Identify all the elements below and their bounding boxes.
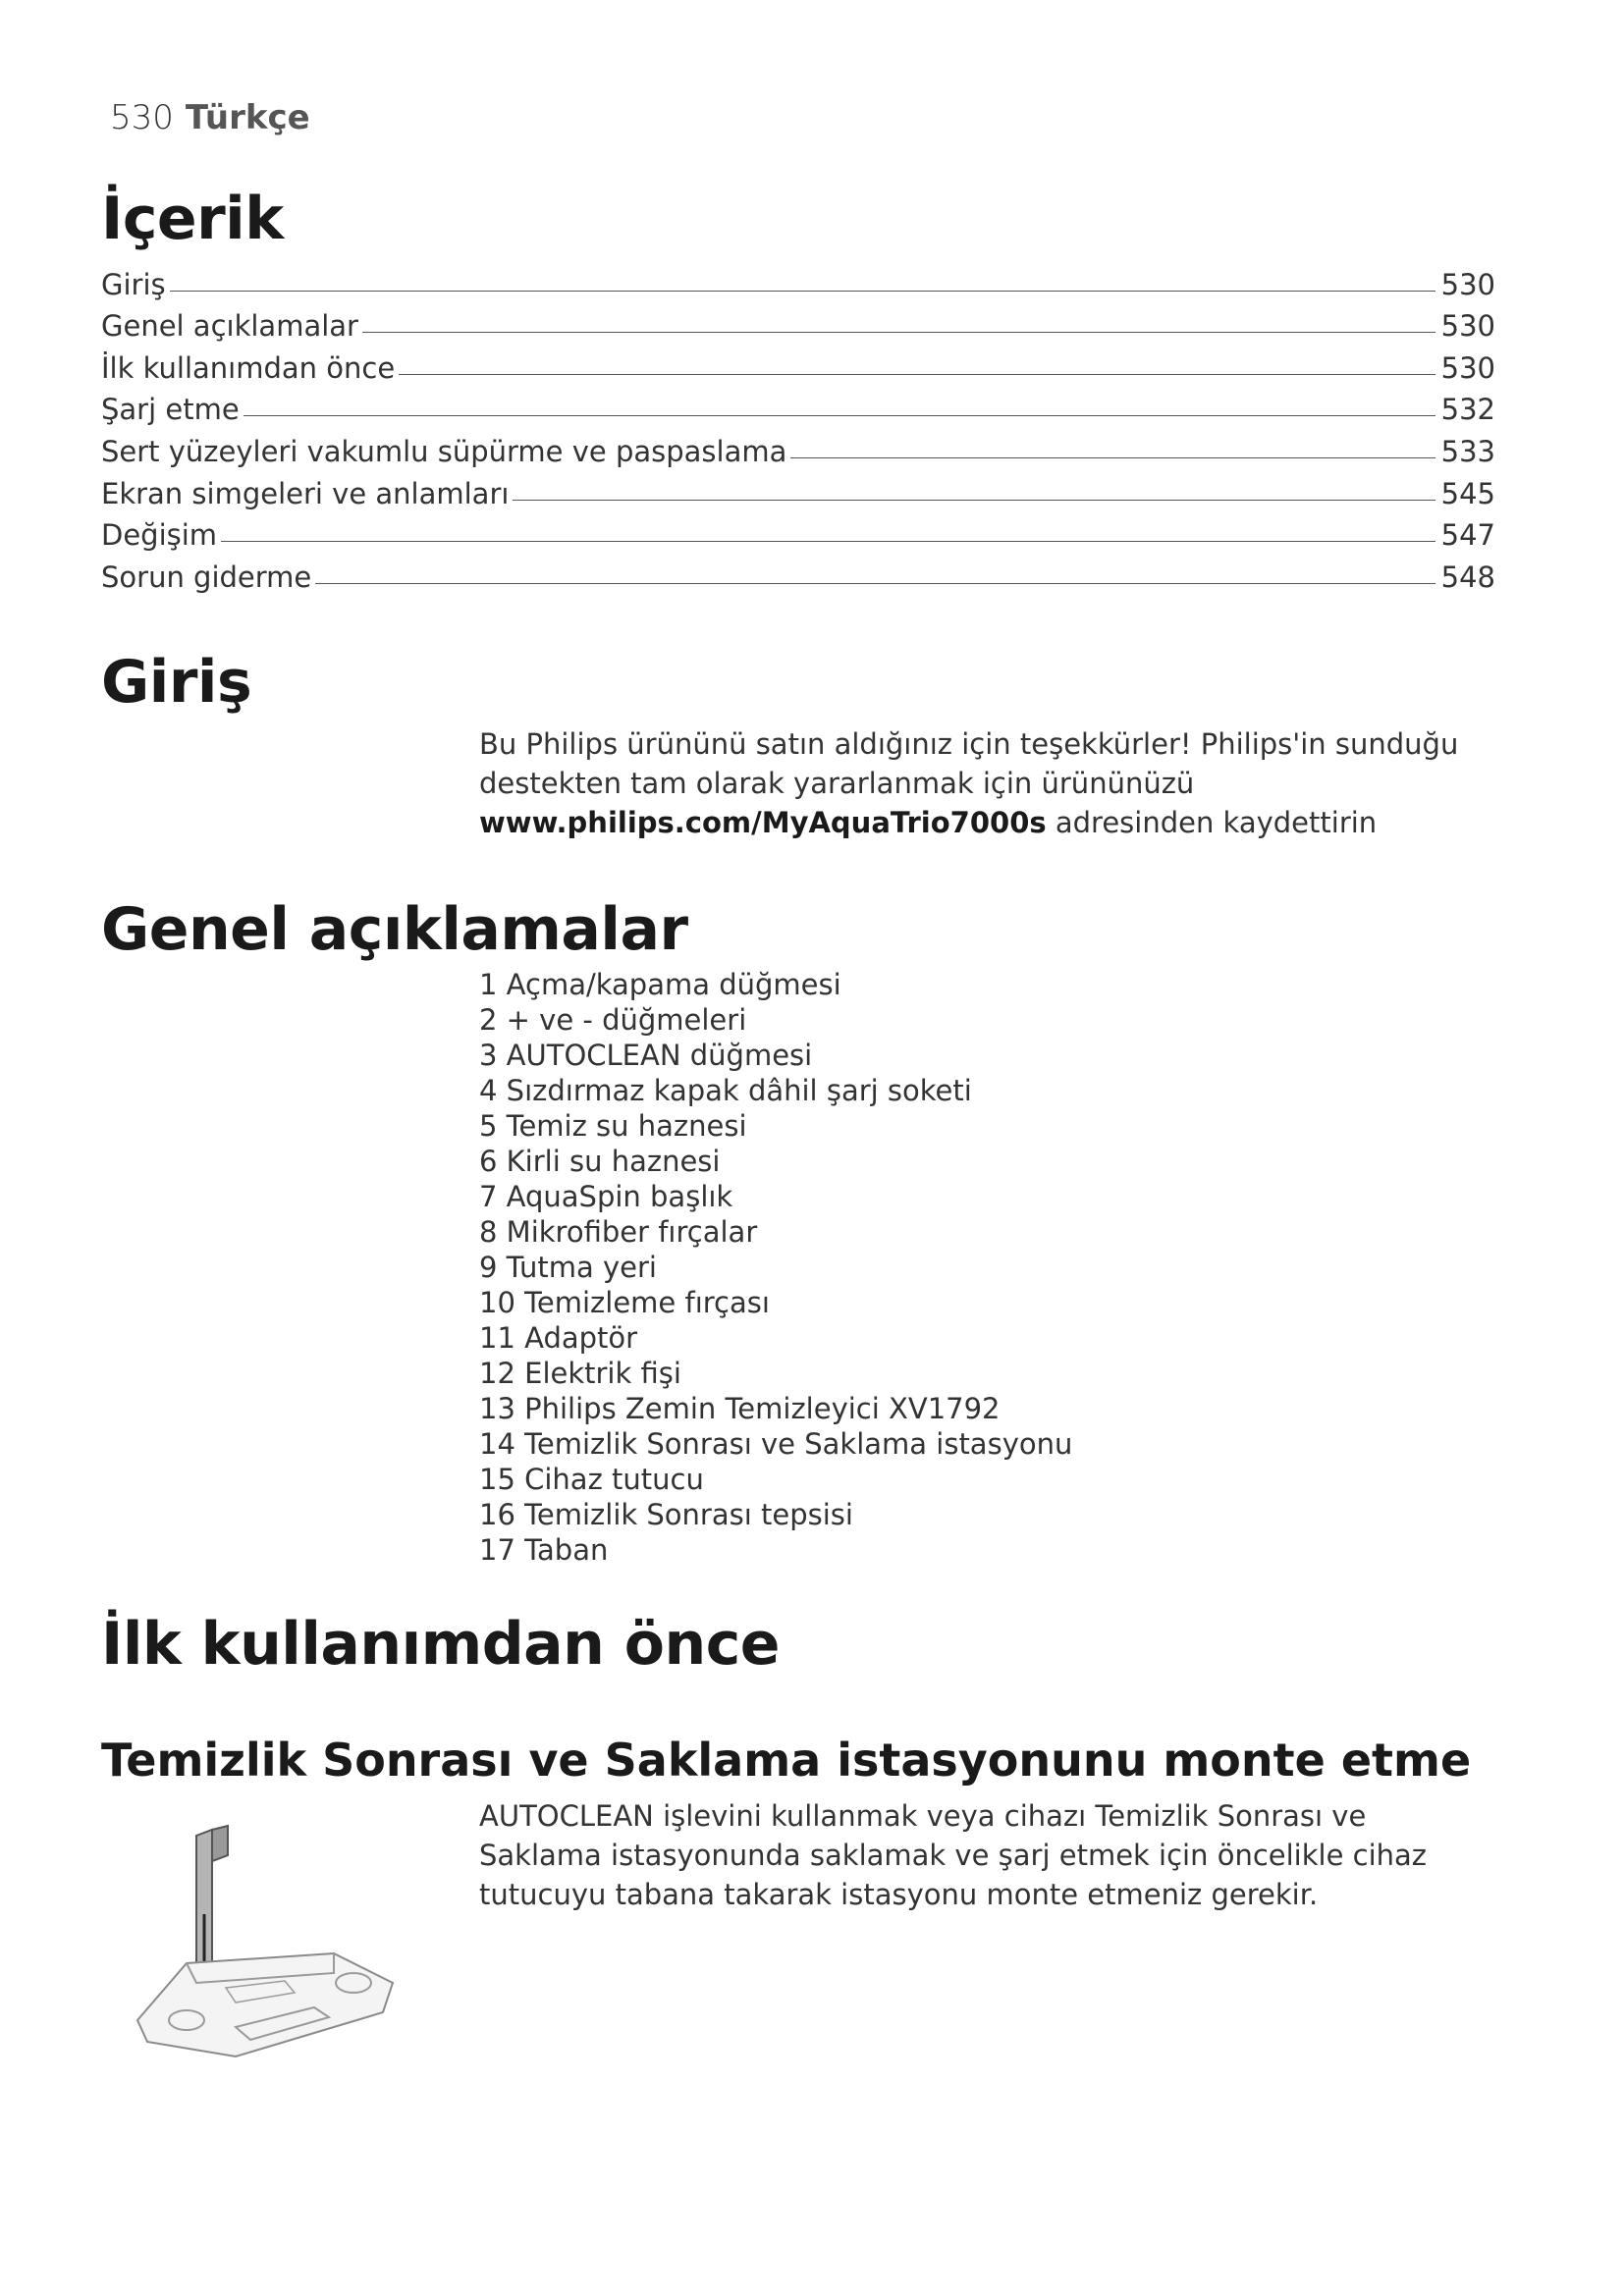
list-item: 3 AUTOCLEAN düğmesi (479, 1039, 813, 1072)
toc-entry[interactable]: Değişim 547 (101, 518, 1495, 553)
language-label: Türkçe (185, 98, 310, 137)
list-item: 14 Temizlik Sonrası ve Saklama istasyonu (479, 1427, 1073, 1461)
list-item: 17 Taban (479, 1533, 609, 1567)
station-assembly-subheading: Temizlik Sonrası ve Saklama istasyonunu monte etme (101, 1734, 1472, 1787)
station-assembly-illustration (118, 1816, 412, 2071)
list-item: 10 Temizleme fırçası (479, 1286, 770, 1319)
registration-link[interactable]: www.philips.com/MyAquaTrio7000s (479, 806, 1047, 839)
list-item: 8 Mikrofiber fırçalar (479, 1215, 758, 1249)
page-number: 530 (110, 98, 174, 137)
list-item: 6 Kirli su haznesi (479, 1145, 721, 1178)
toc-entry[interactable]: Genel açıklamalar 530 (101, 309, 1495, 344)
toc-title: İçerik (101, 185, 284, 253)
list-item: 7 AquaSpin başlık (479, 1180, 733, 1213)
list-item: 2 + ve - düğmeleri (479, 1003, 747, 1037)
list-item: 13 Philips Zemin Temizleyici XV1792 (479, 1392, 1001, 1425)
list-item: 1 Açma/kapama düğmesi (479, 968, 841, 1001)
toc-entry[interactable]: Ekran simgeleri ve anlamları 545 (101, 476, 1495, 510)
device-holder-top (212, 1826, 228, 1861)
toc-entry[interactable]: Giriş 530 (101, 267, 1495, 301)
intro-paragraph: Bu Philips ürününü satın aldığınız için teşekkürler! Philips'in sunduğu destekten tam olarak yararlanmak için ürününüzü www.philips.com/MyAquaTrio7000s adresinden kaydettirin (479, 727, 1459, 839)
list-item: 9 Tutma yeri (479, 1251, 657, 1284)
list-item: 12 Elektrik fişi (479, 1357, 681, 1390)
before-use-heading: İlk kullanımdan önce (101, 1610, 780, 1679)
toc-entry[interactable]: Sorun giderme 548 (101, 560, 1495, 594)
station-base (137, 1953, 393, 2056)
list-item: 5 Temiz su haznesi (479, 1109, 747, 1143)
toc-entry[interactable]: Sert yüzeyleri vakumlu süpürme ve paspaslama 533 (101, 434, 1495, 468)
list-item: 16 Temizlik Sonrası tepsisi (479, 1498, 853, 1531)
overview-heading: Genel açıklamalar (101, 895, 688, 964)
list-item: 11 Adaptör (479, 1321, 638, 1355)
intro-heading: Giriş (101, 648, 252, 717)
parts-list (479, 967, 1072, 1568)
table-of-contents (101, 259, 1495, 594)
list-item: 15 Cihaz tutucu (479, 1463, 704, 1496)
page-header (110, 98, 310, 137)
toc-entry[interactable]: Şarj etme 532 (101, 393, 1495, 427)
station-assembly-paragraph: AUTOCLEAN işlevini kullanmak veya cihazı Temizlik Sonrası ve Saklama istasyonunda saklamak ve şarj etmek için öncelikle cihaz tutucuyu tabana takarak istasyonu monte etmeniz gerekir. (479, 1799, 1428, 1911)
list-item: 4 Sızdırmaz kapak dâhil şarj soketi (479, 1074, 972, 1107)
toc-entry[interactable]: İlk kullanımdan önce 530 (101, 350, 1495, 385)
